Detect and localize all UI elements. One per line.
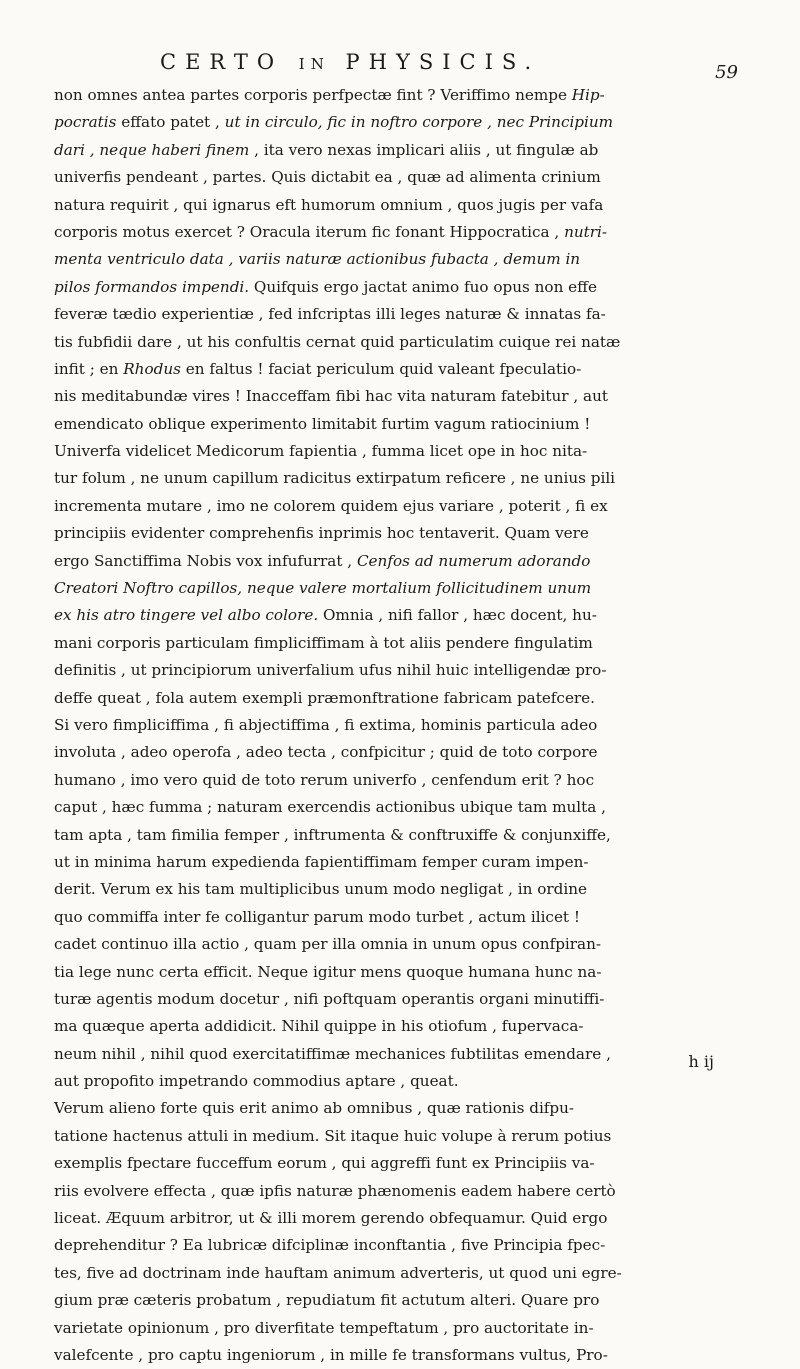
text-segment: Quifquis ergo jactat animo fuo opus non effe [249,277,597,296]
text-segment: , ita vero nexas implicari aliis , ut fingulæ ab [249,140,599,159]
text-segment: neum nihil , nihil quod exercitatiffimæ mechanices fubtilitas emendare , [54,1044,611,1063]
text-segment: cadet continuo illa actio , quam per illa omnia in unum opus confpiran- [54,935,602,954]
italic-segment: Creatori Noftro capillos, neque valere mortalium follicitudinem unum [54,579,592,598]
catchword: h ij [688,1052,714,1071]
text-line [54,849,754,876]
text-line [54,383,754,410]
text-line [54,109,754,136]
text-segment: aut propofito impetrando commodius aptare , queat. [54,1072,459,1091]
running-head-left: CERTO [160,50,284,74]
italic-segment: Rhodus [123,359,181,378]
text-segment: gium præ cæteris probatum , repudiatum fit actutum alteri. Quare pro [54,1291,600,1310]
text-segment: caput , hæc fumma ; naturam exercendis actionibus ubique tam multa , [54,798,606,817]
text-segment: tatione hactenus attuli in medium. Sit itaque huic volupe à rerum potius [54,1126,612,1145]
text-line [54,657,754,684]
text-line [54,465,754,492]
italic-segment: ut in circulo, fic in noftro corpore , nec Principium [224,113,614,132]
text-segment: corporis motus exercet ? Oracula iterum fic fonant Hippocratica , [54,222,565,241]
text-segment: riis evolvere effecta , quæ ipfis naturæ phænomenis eadem habere certò [54,1181,616,1200]
text-line [54,986,754,1013]
text-segment: turæ agentis modum docetur , nifi poftquam operantis organi minutiffi- [54,989,605,1008]
running-head [160,50,700,74]
text-line [54,520,754,547]
text-segment: Univerfa videlicet Medicorum fapientia , fumma licet ope in hoc nita- [54,442,588,461]
text-line [54,548,754,575]
text-segment: natura requirit , qui ignarus eft humorum omnium , quos jugis per vafa [54,195,604,214]
italic-segment: Hip- [571,86,605,104]
text-line [54,301,754,328]
text-segment: tia lege nunc certa efficit. Neque igitur mens quoque humana hunc na- [54,962,602,981]
text-line [54,493,754,520]
text-segment: non omnes antea partes corporis perfpectæ fint ? Veriffimo nempe [54,86,572,104]
text-line [54,575,754,602]
text-line [54,356,754,383]
text-segment: principiis evidenter comprehenfis inprimis hoc tentaverit. Quam vere [54,524,589,543]
text-segment: humano , imo vero quid de toto rerum univerfo , cenfendum erit ? hoc [54,770,595,789]
text-line [54,137,754,164]
text-line [54,959,754,986]
text-line [54,630,754,657]
text-segment: definitis , ut principiorum univerfalium ufus nihil huic intelligendæ pro- [54,661,607,680]
text-segment: en faltus ! faciat periculum quid valeant fpeculatio- [180,359,582,378]
text-line [54,904,754,931]
text-segment: effato patet , [116,113,225,132]
text-line [54,82,754,109]
text-line [54,1150,754,1177]
text-segment: mani corporis particulam fimpliciffimam à tot aliis pendere fingulatim [54,633,593,652]
text-segment: valefcente , pro captu ingeniorum , in mille fe transformans vultus, Pro- [54,1345,608,1364]
text-segment: tam apta , tam fimilia femper , inftrumenta & conftruxiffe & conjunxiffe, [54,825,611,844]
text-segment: feveræ tædio experientiæ , fed infcriptas illi leges naturæ & innatas fa- [54,305,606,324]
text-line [54,411,754,438]
text-line [54,1260,754,1287]
page-number: 59 [715,62,738,83]
text-line [54,1287,754,1314]
text-segment: Omnia , nifi fallor , hæc docent, hu- [318,606,597,625]
italic-segment: nutri- [564,222,607,241]
text-segment: ma quæque aperta addidicit. Nihil quippe in his otiofum , fupervaca- [54,1017,584,1036]
text-line [54,438,754,465]
body-text [54,82,754,1369]
text-segment: derit. Verum ex his tam multiplicibus unum modo negligat , in ordine [54,880,587,899]
italic-segment: pilos formandos impendi. [54,277,250,296]
text-line [54,164,754,191]
text-segment: ergo Sanctiffima Nobis vox infufurrat , [54,551,357,570]
text-line [54,219,754,246]
text-line [54,1232,754,1259]
text-segment: tur folum , ne unum capillum radicitus extirpatum reficere , ne unius pili [54,469,616,488]
text-line [54,1068,754,1095]
text-line [54,1205,754,1232]
text-segment: ut in minima harum expedienda fapientiffimam femper curam impen- [54,852,589,871]
text-segment: liceat. Æquum arbitror, ut & illi morem gerendo obfequamur. Quid ergo [54,1209,608,1228]
text-segment: Si vero fimpliciffima , fi abjectiffima , fi extima, hominis particula adeo [54,715,598,734]
text-segment: emendicato oblique experimento limitabit furtim vagum ratiocinium ! [54,414,591,433]
text-line [54,767,754,794]
text-line [54,192,754,219]
text-segment: deprehenditur ? Ea lubricæ difciplinæ inconftantia , five Principia fpec- [54,1236,606,1255]
text-line [54,274,754,301]
text-line [54,329,754,356]
text-segment: deffe queat , fola autem exempli præmonftratione fabricam patefcere. [54,688,596,707]
text-line [54,822,754,849]
text-line [54,1315,754,1342]
text-segment: infit ; en [54,359,124,378]
text-segment: Verum alieno forte quis erit animo ab omnibus , quæ rationis difpu- [54,1099,575,1118]
text-segment: involuta , adeo operofa , adeo tecta , confpicitur ; quid de toto corpore [54,743,598,762]
text-segment: tes, five ad doctrinam inde hauftam animum adverteris, ut quod uni egre- [54,1263,622,1282]
italic-segment: menta ventriculo data , variis naturæ actionibus fubacta , demum in [54,250,581,269]
italic-segment: Cenfos ad numerum adorando [356,551,591,570]
text-line [54,685,754,712]
text-line [54,1342,754,1369]
text-line [54,876,754,903]
text-line [54,1013,754,1040]
text-segment: incrementa mutare , imo ne colorem quidem ejus variare , poterit , fi ex [54,496,608,515]
text-line [54,794,754,821]
italic-segment: ex his atro tingere vel albo colore. [54,606,319,625]
text-line [54,931,754,958]
text-line [54,739,754,766]
text-line [54,1041,754,1068]
running-head-right: PHYSICIS. [345,50,541,74]
text-segment: exemplis fpectare fucceffum eorum , qui aggreffi funt ex Principiis va- [54,1154,595,1173]
text-line [54,246,754,273]
text-segment: univerfis pendeant , partes. Quis dictabit ea , quæ ad alimenta crinium [54,168,601,187]
text-line [54,1178,754,1205]
text-segment: varietate opinionum , pro diverfitate tempeftatum , pro auctoritate in- [54,1318,594,1337]
text-line [54,712,754,739]
text-segment: nis meditabundæ vires ! Inacceffam fibi hac vita naturam fatebitur , aut [54,387,608,406]
running-head-middle: IN [298,55,330,73]
text-segment: quo commiffa inter fe colligantur parum modo turbet , actum ilicet ! [54,907,580,926]
text-line [54,1123,754,1150]
text-line [54,1095,754,1122]
italic-segment: dari , neque haberi finem [54,140,250,159]
text-segment: tis fubfidii dare , ut his confultis cernat quid particulatim cuique rei natæ [54,332,621,351]
text-line [54,602,754,629]
italic-segment: pocratis [54,113,117,132]
